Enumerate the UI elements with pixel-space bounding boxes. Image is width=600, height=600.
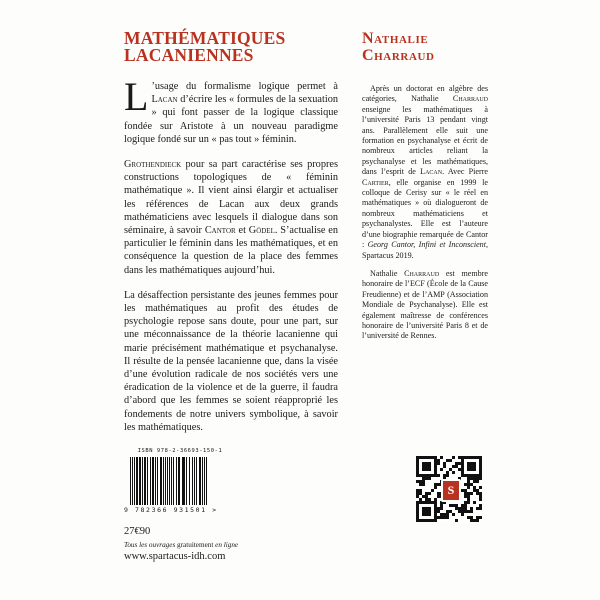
title-line-2: LACANIENNES bbox=[124, 45, 254, 65]
qr-module bbox=[479, 519, 482, 522]
blurb-paragraph-1: L ’usage du formalisme logique permet à Lacan d’écrire les « formules de la sexuation » qui font passer de la logique classique fondée sur Aristote à un nouveau paradigme logique fondé sur un « pas tout » féminin. bbox=[124, 74, 338, 145]
online-tagline: Tous les ouvrages gratuitement en ligne bbox=[124, 541, 239, 549]
isbn-barcode bbox=[124, 448, 236, 522]
qr-code[interactable] bbox=[416, 456, 482, 522]
website-link[interactable]: www.spartacus-idh.com bbox=[124, 551, 226, 562]
bio-paragraph-1: Après un doctorat en algèbre des catégories, Nathalie Charraud enseigne les mathématiques à l’université Paris 13 pendant vingt ans. Parallèlement elle suit une formation en psychanalyse et écrit de nombreux articles reliant la psychanalyse et les mathématiques, dans l’esprit de Lacan. Avec Pierre Cartier, elle organise en 1999 le colloque de Cerisy sur « le réel en mathématiques » où dialogueront de nombreux mathématiciens et psychanalystes. Elle est l’auteure d’une biographie remarquée de Cantor : Georg Cantor, Infini et Inconscient, Spartacus 2019. bbox=[362, 84, 488, 260]
book-title bbox=[124, 30, 324, 64]
price: 27€90 bbox=[124, 526, 151, 537]
author-bio bbox=[362, 84, 488, 350]
bio-paragraph-2: Nathalie Charraud est membre honoraire de l’ECF (École de la Cause Freudienne) et de l’AMP (Association Mondiale de Psychanalyse). Elle est également maîtresse de conférences honoraire de l’université Paris 8 et de l’université de Rennes. bbox=[362, 268, 488, 341]
drop-cap: L bbox=[124, 74, 149, 119]
author-name bbox=[362, 30, 512, 64]
isbn-label: ISBN 978-2-36693-150-1 bbox=[137, 448, 223, 454]
blurb-text bbox=[124, 74, 338, 446]
barcode-bar bbox=[207, 457, 208, 505]
barcode-bars bbox=[130, 457, 234, 505]
blurb-paragraph-2: Grothendieck pour sa part caractérise ses propres constructions topologiques de « féminin mathématique ». Il vient ainsi élargir et actualiser les références de Lacan aux deux grands mathématiciens avec lesquels il dialogue dans son séminaire, à savoir Cantor et Gödel. S’actualise en particulier le féminin dans les mathématiques, et en conséquence la question de la place des femmes dans les mathématiques aujourd’hui. bbox=[124, 159, 338, 276]
title-line-1: MATHÉMATIQUES bbox=[124, 28, 286, 48]
barcode-digits: 9 782366 931501 > bbox=[124, 506, 218, 514]
author-first-name: Nathalie bbox=[362, 30, 429, 47]
author-last-name: Charraud bbox=[362, 47, 435, 64]
publisher-logo-icon: S bbox=[441, 479, 461, 502]
blurb-paragraph-3: La désaffection persistante des jeunes femmes pour les mathématiques au profit des études de psychologie repose sans doute, pour une part, sur une méconnaissance de la théorie lacanienne qui marie précisément mathématique et psychanalyse. Il résulte de la pensée lacanienne que, dans la visée d’une évolution radicale de nos sociétés vers une éradication de la violence et de la guerre, il faudra d’abord que les femmes se soient réapproprié les fondements de notre univers symbolique, à savoir les mathématiques. bbox=[124, 289, 338, 433]
